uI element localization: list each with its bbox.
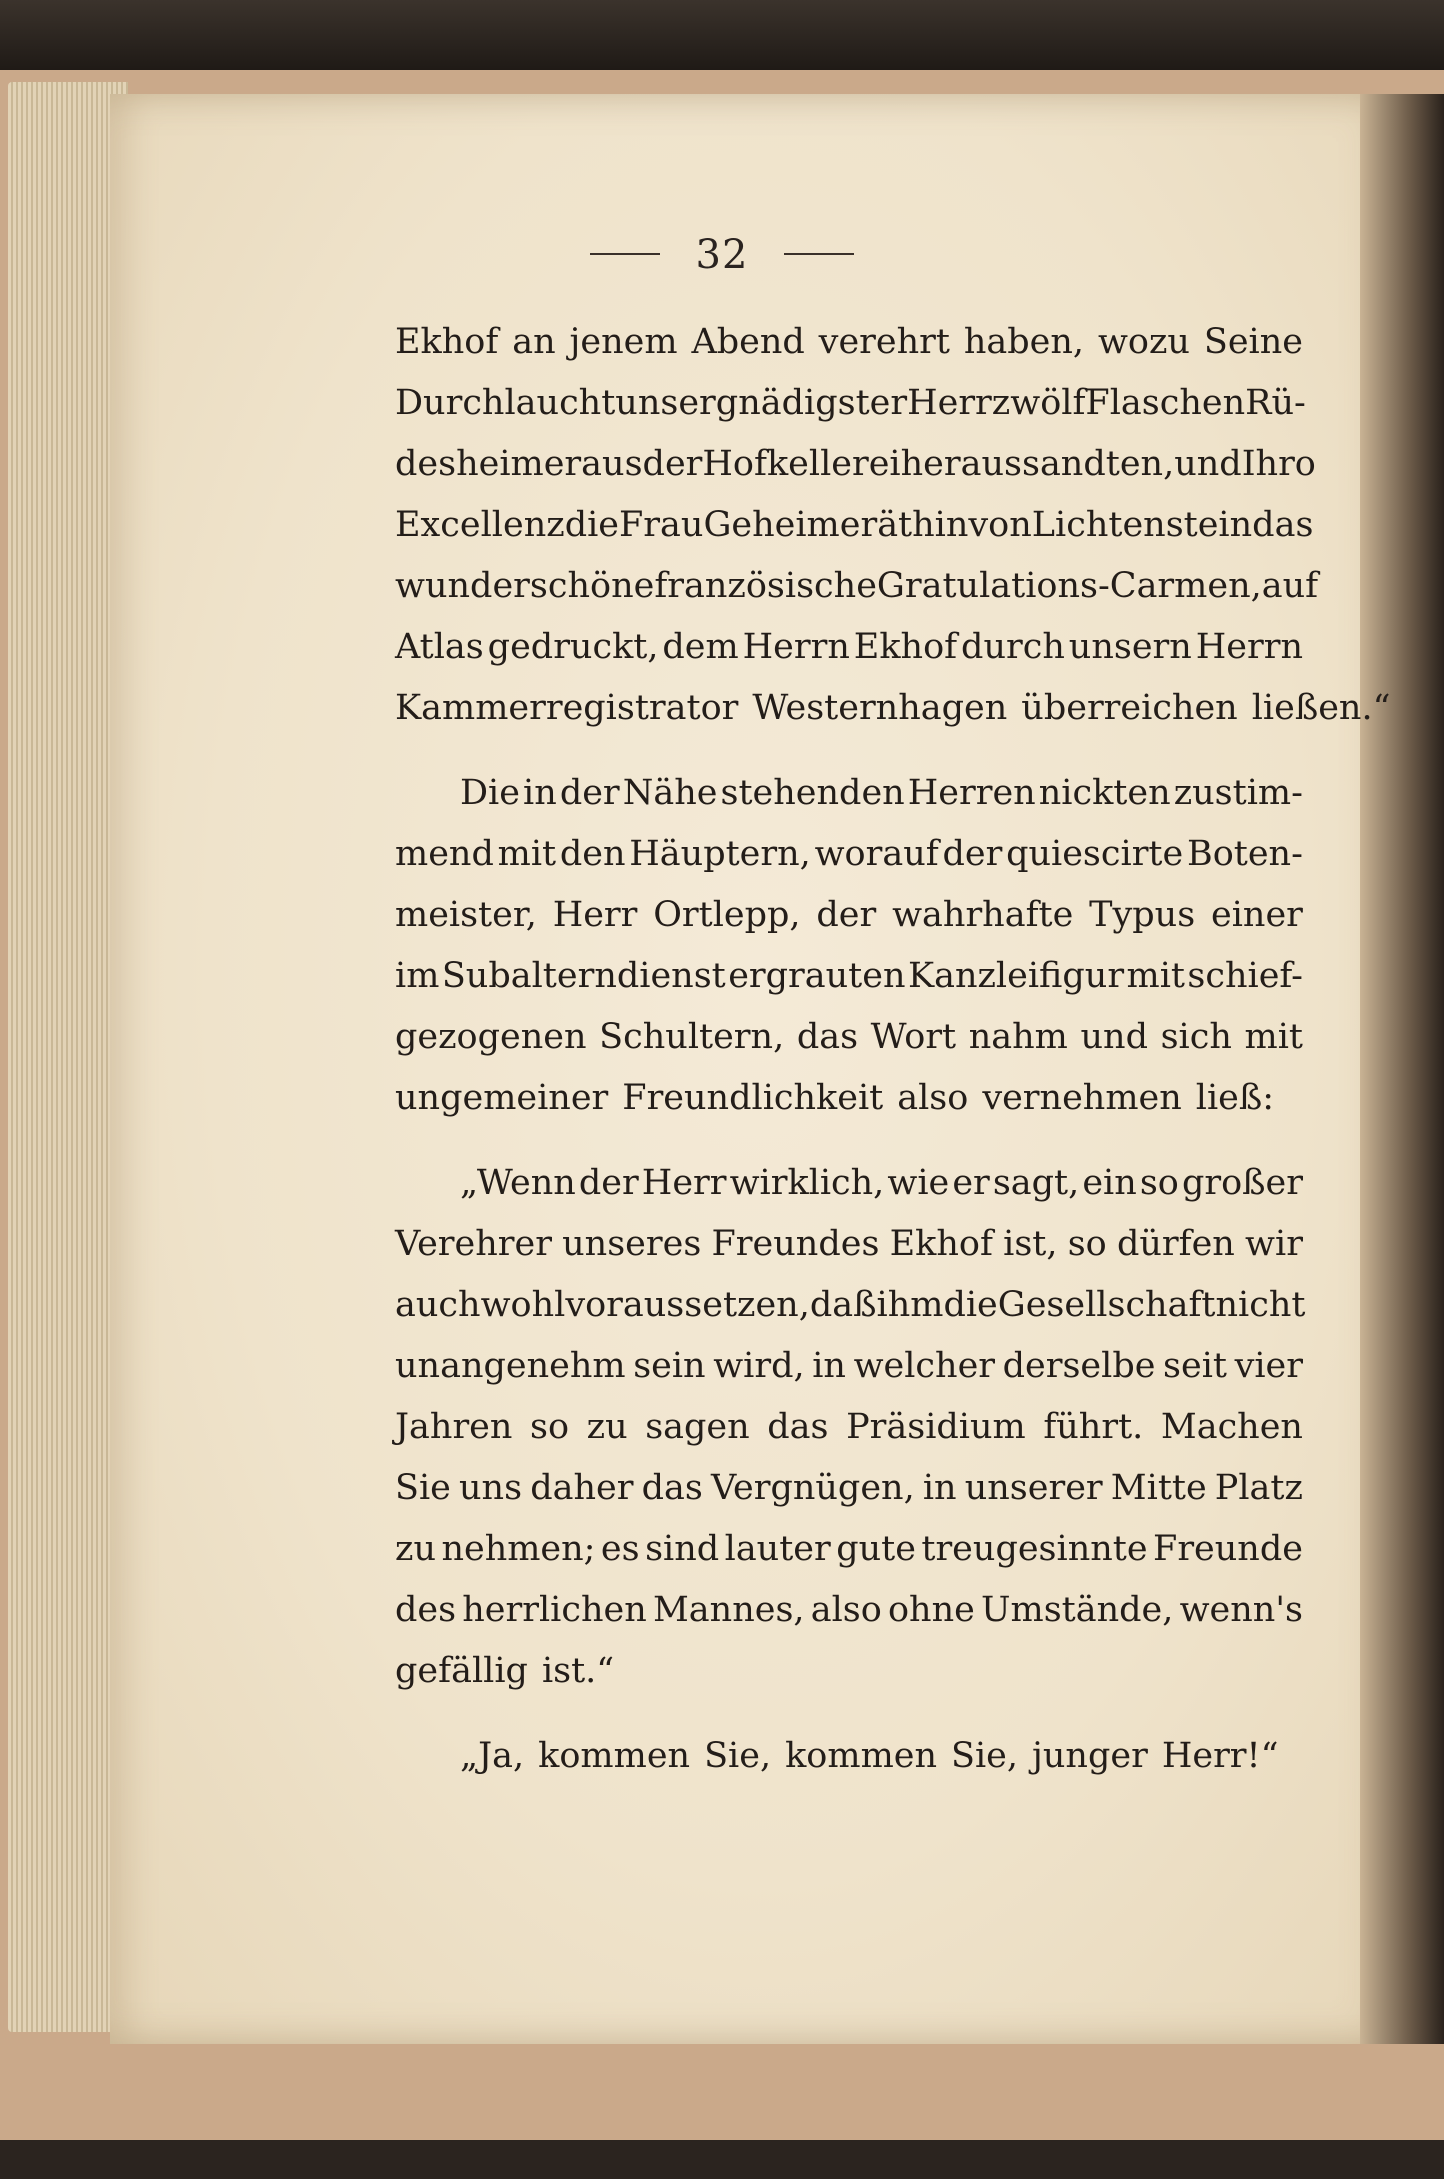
text-line: Excellenz die Frau Geheimeräthin von Lichtenstein das bbox=[395, 505, 1314, 545]
text-line: wunderschöne französische Gratulations-Carmen, auf bbox=[395, 566, 1319, 606]
text-line: Die in der Nähe stehenden Herren nickten zustim- bbox=[460, 773, 1303, 813]
paragraph bbox=[395, 763, 1303, 1129]
text-line: ungemeiner Freundlichkeit also vernehmen ließ: bbox=[395, 1078, 1275, 1118]
text-line: gezogenen Schultern, das Wort nahm und sich mit bbox=[395, 1017, 1303, 1057]
text-line: Ekhof an jenem Abend verehrt haben, wozu Seine bbox=[395, 322, 1303, 362]
text-line: desheimer aus der Hofkellerei heraussandten, und Ihro bbox=[395, 444, 1316, 484]
text-line: „Ja, kommen Sie, kommen Sie, junger Herr!“ bbox=[460, 1736, 1279, 1776]
text-line: Verehrer unseres Freundes Ekhof ist, so dürfen wir bbox=[395, 1224, 1303, 1264]
paragraph bbox=[395, 1726, 1303, 1787]
paragraph bbox=[395, 1153, 1306, 1702]
text-line: unangenehm sein wird, in welcher derselbe seit vier bbox=[395, 1346, 1303, 1386]
text-line: meister, Herr Ortlepp, der wahrhafte Typus einer bbox=[395, 895, 1303, 935]
text-line: zu nehmen; es sind lauter gute treugesinnte Freunde bbox=[395, 1529, 1303, 1569]
text-line: auch wohl voraussetzen, daß ihm die Gesellschaft nicht bbox=[395, 1285, 1306, 1325]
text-line: „Wenn der Herr wirklich, wie er sagt, ein so großer bbox=[460, 1163, 1303, 1203]
left-dash bbox=[590, 253, 660, 255]
text-line: Atlas gedruckt, dem Herrn Ekhof durch unsern Herrn bbox=[395, 627, 1303, 667]
page-number-header bbox=[0, 232, 1444, 278]
text-line: Durchlaucht unser gnädigster Herr zwölf Flaschen Rü- bbox=[395, 383, 1306, 423]
page-number: 32 bbox=[695, 232, 749, 278]
text-line: Kammerregistrator Westernhagen überreichen ließen.“ bbox=[395, 688, 1391, 728]
text-line: gefällig ist.“ bbox=[395, 1651, 615, 1691]
text-line: Sie uns daher das Vergnügen, in unserer Mitte Platz bbox=[395, 1468, 1303, 1508]
text-line: Jahren so zu sagen das Präsidium führt. Machen bbox=[395, 1407, 1303, 1447]
text-line: mend mit den Häuptern, worauf der quiescirte Boten- bbox=[395, 834, 1303, 874]
text-line: des herrlichen Mannes, also ohne Umstände, wenn's bbox=[395, 1590, 1303, 1630]
body-text bbox=[395, 312, 1391, 1811]
page-gutter bbox=[1360, 94, 1444, 2044]
right-dash bbox=[784, 253, 854, 255]
text-line: im Subalterndienst ergrauten Kanzleifigur mit schief- bbox=[395, 956, 1303, 996]
paragraph bbox=[395, 312, 1391, 739]
